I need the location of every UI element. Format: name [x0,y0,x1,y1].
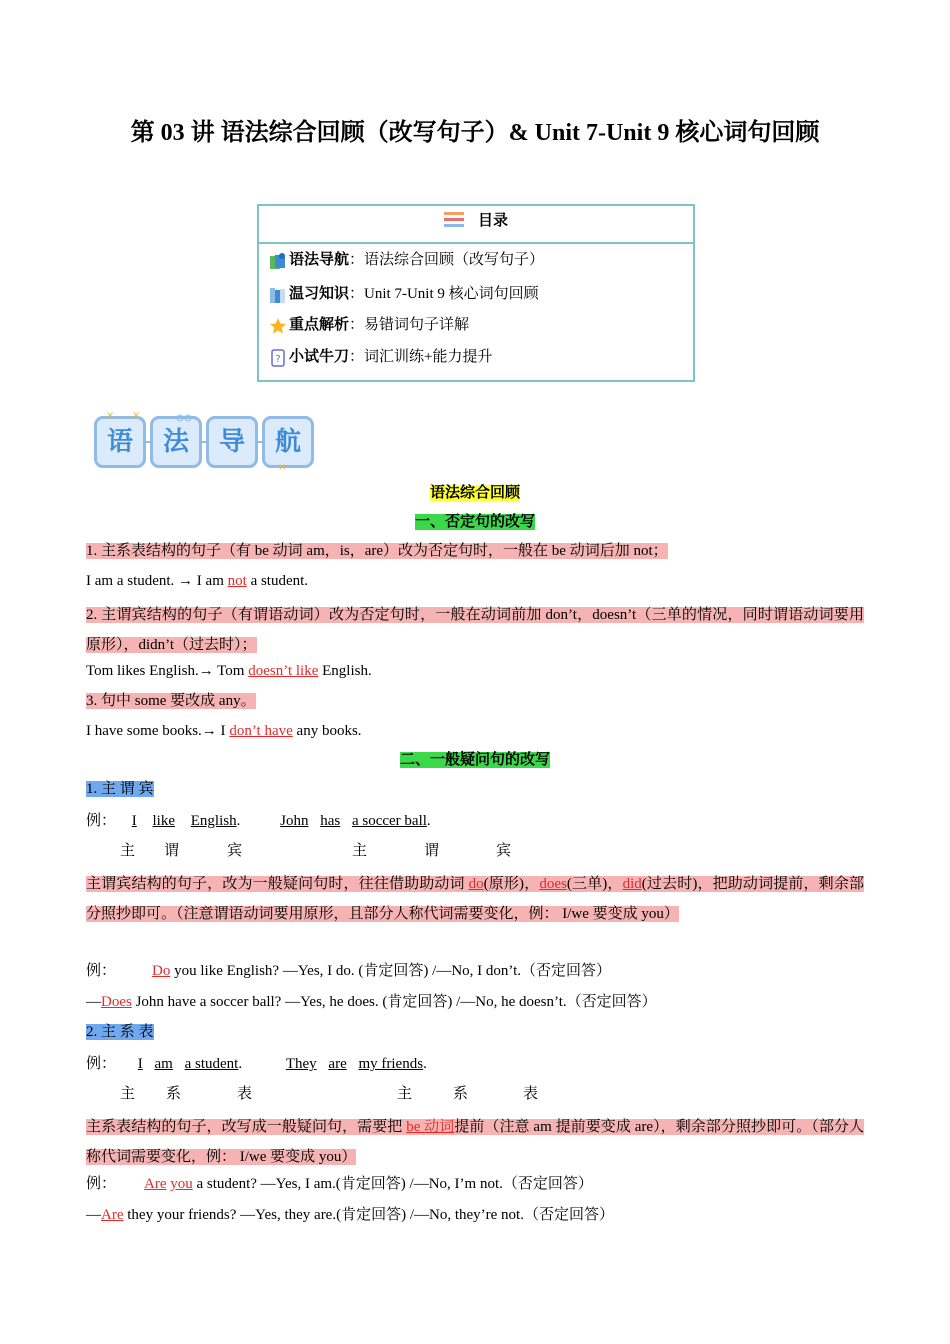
example-1: I am a student. → I am not a student. [86,573,309,589]
subject-verb-object-heading: 1. 主 谓 宾 [86,781,154,797]
toc-item-practice[interactable]: ? 小试牛刀：词汇训练+能力提升 [269,345,493,369]
toc-item-grammar[interactable]: 语法导航：语法综合回顾（改写句子） [269,248,544,272]
books-icon [269,286,287,304]
quiz-icon [269,349,287,367]
badge-char: 语 [94,416,146,468]
sparkle-icon [102,410,302,472]
rule-1: 1. 主系表结构的句子（有 be 动词 am，is，are）改为否定句时，一般在 be 动词后加 not； [86,543,668,559]
section-title: 语法综合回顾 [429,485,520,501]
badge-char: 法 [150,416,202,468]
slp-question-2: —Are they your friends? —Yes, they are.(肯定回答) /—No, they’re not.（否定回答） [86,1207,614,1223]
star-icon [269,317,287,335]
badge-char: 航 [262,416,314,468]
svg-text:×: × [278,462,287,472]
toc-heading: 目录 [259,206,693,244]
example-2: Tom likes English.→ Tom doesn’t like English. [86,663,372,679]
toc-item-review[interactable]: 温习知识：Unit 7-Unit 9 核心词句回顾 [269,282,539,306]
slp-question-1: 例： Are you a student? —Yes, I am.(肯定回答) /—No, I’m not.（否定回答） [86,1176,593,1192]
subject-linking-verb-predicative-heading: 2. 主 系 表 [86,1024,154,1040]
rule-2: 2. 主谓宾结构的句子（有谓语动词）改为否定句时，一般在动词前加 don’t，doesn’t（三单的情况，同时谓语动词要用原形），didn’t（过去时）； [86,607,864,653]
table-of-contents [257,204,695,382]
rule-3: 3. 句中 some 要改成 any。 [86,693,256,709]
example-3: I have some books.→ I don’t have any books. [86,723,362,739]
svg-text:×: × [132,410,141,421]
part2-heading: 二、一般疑问句的改写 [399,752,550,768]
svo-rule: 主谓宾结构的句子，改为一般疑问句时，往往借助助动词 do(原形)，does(三单)，did(过去时)，把助动词提前，剩余部分照抄即可。（注意谓语动词要用原形，且部分人称代词需要变化，例： I/we 要变成 you） [86,876,864,922]
book-map-icon [269,252,287,270]
page-title: 第 03 讲 语法综合回顾（改写句子）& Unit 7-Unit 9 核心词句回顾 [130,120,820,146]
svg-text:?: ? [275,353,281,365]
svo-example: 例： I like English. John has a soccer ball. [86,813,431,829]
slp-rule: 主系表结构的句子，改写成一般疑问句，需要把 be 动词提前（注意 am 提前要变成 are），剩余部分照抄即可。（部分人称代词需要变化，例： I/we 要变成 you） [86,1119,864,1165]
part1-heading: 一、否定句的改写 [414,514,535,530]
svo-question-1: 例： Do you like English? —Yes, I do. (肯定回答) /—No, I don’t.（否定回答） [86,963,612,979]
list-icon [444,212,464,228]
svg-text:×: × [106,410,115,421]
toc-item-analysis[interactable]: 重点解析：易错词句子详解 [269,313,469,337]
svo-question-2: —Does John have a soccer ball? —Yes, he does. (肯定回答) /—No, he doesn’t.（否定回答） [86,994,657,1010]
badge-char: 导 [206,416,258,468]
slp-example: 例： I am a student. They are my friends. [86,1056,427,1072]
